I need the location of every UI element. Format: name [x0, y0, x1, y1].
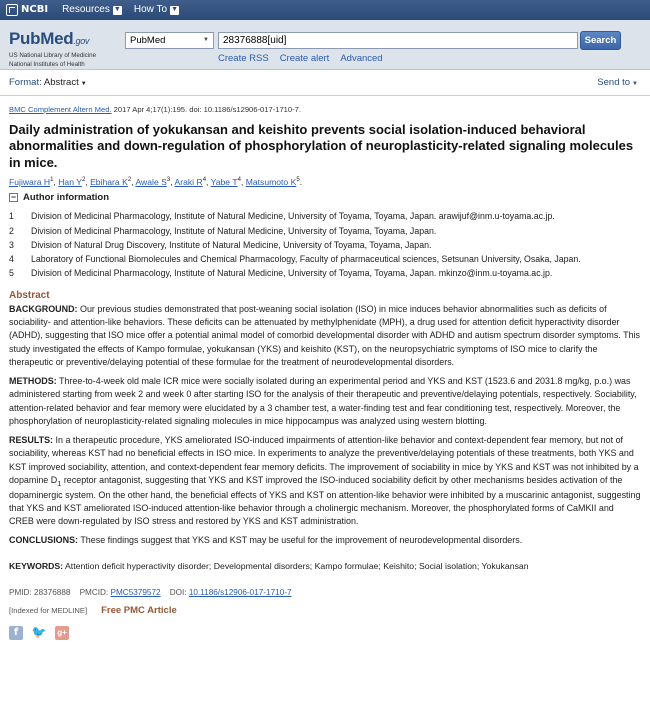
- search-links: [218, 52, 383, 65]
- affiliation-item: 4 Laboratory of Functional Biomolecules and Chemical Pharmacology, Faculty of pharmaceutical sciences, Setsunan University, Osaka, Japan.: [9, 253, 581, 264]
- author-list: Fujiwara $H^1$, Han $Y^2$, Ebihara $K^2$, Awale $S^3$, Araki $R^4$, Yabe $T^4$, Matsumoto $K^5$.: [9, 177, 303, 188]
- chevron-down-icon: ▼: [171, 6, 179, 14]
- pmcid-link[interactable]: PMC5379572: [110, 587, 161, 597]
- abstract-heading: Abstract: [9, 289, 50, 301]
- twitter-icon[interactable]: 🐦: [31, 625, 47, 640]
- affiliation-item: 3 Division of Natural Drug Discovery, Institute of Natural Medicine, University of Toyama, Toyama, Japan.: [9, 239, 432, 250]
- article-title: Daily administration of yokukansan and keishito prevents social isolation-induced behavioral abnormalities and down-regulation of phosphorylation of neuroplasticity-related signaling molecules in mice.: [9, 121, 634, 170]
- chevron-down-icon: ▼: [632, 80, 638, 87]
- author-link[interactable]: Fujiwara H: [9, 177, 51, 188]
- social-share: [9, 626, 641, 640]
- journal-link[interactable]: BMC Complement Altern Med.: [9, 105, 112, 114]
- google-plus-icon[interactable]: g+: [55, 626, 69, 640]
- affiliation-item: 5 Division of Medicinal Pharmacology, Institute of Natural Medicine, University of Toyama, Toyama, Japan. mkinzo@inm.u-toyama.ac.jp.: [9, 267, 553, 278]
- abstract-results: RESULTS: In a therapeutic procedure, YKS ameliorated ISO-induced impairments of attention-like behavior and context-dependent fear memory, but not of sociability, whereas KST had no beneficial effects in ISO mice. In experiments to analyze the preventive/delaying potentials of these treatments, both YKS and KST improved sociability, attention, and context-dependent fear memory deficits. The improvement of sociability in mice by YKS and KST was not inhibited by a dopamine $D_1$ receptor antagonist, suggesting that YKS and KST improved the ISO-induced sociability deficit by other mechanisms besides activation of the dopaminergic system. On the other hand, the beneficial effects of YKS and KST on attention-like behavior were inhibited by a muscarinic antagonist, suggesting that YKS and KST ameliorated ISO-induced attention-like behavior through a cholinergic mechanism. Moreover, the phosphorylated forms of CaMKII and CREB were down-regulated by ISO stress and restored by YKS and KST administration.: [9, 435, 641, 527]
- identifier-line: PMID: 28376888 PMCID: PMC5379572 DOI: 10.1186/s12906-017-1710-7: [9, 587, 292, 597]
- author-link[interactable]: Ebihara K: [90, 177, 128, 188]
- format-bar: [0, 70, 650, 96]
- keywords: KEYWORDS: Attention deficit hyperactivity disorder; Developmental disorders; Kampo formulae; Keishito; Social isolation; Yokukansan: [9, 560, 529, 571]
- create-rss-link[interactable]: Create RSS: [218, 53, 269, 64]
- database-select[interactable]: PubMed ▼: [125, 32, 214, 49]
- author-link[interactable]: Han Y: [58, 177, 82, 188]
- ncbi-top-bar: [0, 0, 650, 20]
- medline-indexed-status: [Indexed for MEDLINE]: [9, 605, 88, 615]
- ncbi-logo[interactable]: NCBI: [6, 3, 48, 17]
- index-line: [9, 604, 641, 617]
- author-information-toggle[interactable]: − Author information: [10, 192, 110, 204]
- format-selector[interactable]: Format: Abstract ▼: [9, 76, 87, 88]
- chevron-down-icon: ▼: [113, 6, 121, 14]
- search-button[interactable]: Search: [580, 31, 621, 50]
- affiliation-item: 2 Division of Medicinal Pharmacology, Institute of Natural Medicine, University of Toyama, Toyama, Japan.: [9, 225, 437, 236]
- advanced-search-link[interactable]: Advanced: [340, 53, 383, 64]
- free-pmc-article-badge: Free PMC Article: [101, 605, 177, 617]
- affiliation-item: 1 Division of Medicinal Pharmacology, Institute of Natural Medicine, University of Toyama, Toyama, Japan. arawijuf@inm.u-toyama.ac.jp.: [9, 211, 555, 222]
- author-link[interactable]: Awale S: [135, 177, 167, 188]
- send-to-menu[interactable]: Send to ▼: [597, 76, 638, 88]
- abstract-methods: METHODS: Three-to-4-week old male ICR mice were socially isolated during an experimental period and YKS and KST (1523.6 and 2031.8 mg/kg, p.o.) was administered starting from week 2 and week 0 after starting ISO for the analysis of their therapeutic and preventive/delaying potentials, respectively. Sociability, attention-related behavior and fear memory were elucidated by a 3 chamber test, a water-finding test and fear conditioning test, respectively. Moreover, the phosphorylation of neuroplasticity-related signaling molecules in mice hippocampus was analyzed using western blotting.: [9, 376, 637, 426]
- pubmed-logo[interactable]: PubMed.gov US National Library of Medicine National Institutes of Health: [9, 29, 97, 68]
- collapse-minus-icon: −: [10, 192, 17, 203]
- create-alert-link[interactable]: Create alert: [279, 53, 330, 64]
- chevron-down-icon: ▼: [80, 80, 87, 87]
- pubmed-header: [0, 20, 650, 70]
- search-input[interactable]: [218, 32, 578, 49]
- facebook-icon[interactable]: f: [9, 626, 23, 640]
- abstract-conclusions: CONCLUSIONS: These findings suggest that YKS and KST may be useful for the improvement of neurodevelopmental disorders.: [9, 535, 523, 546]
- affiliation-list: [9, 209, 641, 279]
- how-to-menu[interactable]: How To ▼: [133, 4, 179, 15]
- abstract-background: BACKGROUND: Our previous studies demonstrated that post-weaning social isolation (ISO) in mice induces behavior abnormalities such as deficits of sociability- and attention-like behaviors. These deficits can be attenuated by methylphenidate (MPH), a drug used for attention deficit hyperactivity disorder (ADHD), suggesting that ISO mice offer a potential animal model of comorbid developmental disorder with ADHD and autism spectrum disorder symptoms. This study investigated the effects of Kampo formulae, yokukansan (YKS) and keishito (KST), on the neuropsychiatric symptoms of ISO mice to clarify the therapeutic or preventive/delaying potential of these formulae for the treatment of neurodevelopmental disorders.: [9, 303, 641, 367]
- ncbi-logo-icon: [6, 4, 18, 16]
- citation: BMC Complement Altern Med. 2017 Apr 4;17(1):195. doi: 10.1186/s12906-017-1710-7.: [9, 105, 301, 114]
- resources-menu[interactable]: Resources ▼: [62, 4, 121, 15]
- chevron-down-icon: ▼: [203, 37, 209, 44]
- author-link[interactable]: Matsumoto K: [245, 177, 297, 188]
- author-link[interactable]: Araki R: [174, 177, 203, 188]
- doi-link[interactable]: 10.1186/s12906-017-1710-7: [188, 587, 292, 597]
- author-link[interactable]: Yabe T: [210, 177, 238, 188]
- article-content: [0, 105, 650, 640]
